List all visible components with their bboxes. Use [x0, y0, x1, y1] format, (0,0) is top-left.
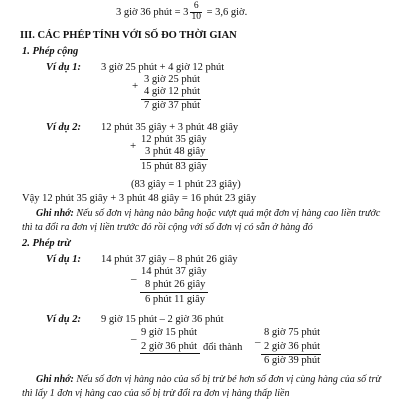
- top-line: [116, 2, 247, 23]
- sub-ex1-operator: –: [131, 273, 137, 285]
- sub-ex2-convert-label: đổi thành: [203, 342, 243, 353]
- add-ex1-operator: +: [132, 80, 139, 92]
- sub-ex1-row2: 8 phút 26 giây: [145, 279, 206, 290]
- add-memo: [22, 207, 384, 234]
- add-ex2-row2: 3 phút 48 giây: [145, 146, 206, 157]
- sub-memo-label: Ghi nhớ:: [36, 374, 74, 385]
- sub-ex2-converted-row2: 2 giờ 36 phút: [264, 341, 321, 352]
- sub-ex1-label: Ví dụ 1:: [46, 254, 82, 265]
- fraction-denominator: 10: [191, 11, 201, 22]
- sub-ex1-row1: 14 phút 37 giây: [141, 266, 207, 277]
- add-heading: 1. Phép cộng: [22, 46, 79, 57]
- sub-ex2-converted-result: 6 giờ 39 phút: [264, 355, 321, 366]
- add-ex2-operator: +: [130, 140, 137, 152]
- top-line-left: 3 giờ 36 phút = 3: [116, 6, 189, 18]
- fraction-numerator: 6: [190, 2, 202, 13]
- sub-ex2-label: Ví dụ 2:: [46, 314, 82, 325]
- sub-ex2-expr: 9 giờ 15 phút – 2 giờ 36 phút: [101, 314, 224, 325]
- add-conclusion: Vậy 12 phút 35 giây + 3 phút 48 giây = 16 phút 23 giây: [22, 193, 257, 204]
- sub-ex2-operator: –: [131, 333, 137, 345]
- add-ex1-result: 7 giờ 37 phút: [144, 100, 201, 111]
- add-ex2-note: (83 giây = 1 phút 23 giây): [131, 179, 241, 190]
- add-ex2-result: 15 phút 83 giây: [141, 161, 207, 172]
- sub-ex1-result-line: [140, 292, 208, 293]
- top-line-right: = 3,6 giờ.: [206, 6, 248, 18]
- add-ex2-label: Ví dụ 2:: [46, 122, 82, 133]
- add-ex2-expr: 12 phút 35 giây + 3 phút 48 giây: [101, 122, 239, 133]
- sub-heading: 2. Phép trừ: [22, 238, 71, 249]
- add-ex1-expr: 3 giờ 25 phút + 4 giờ 12 phút: [101, 62, 225, 73]
- add-ex1-label: Ví dụ 1:: [46, 62, 82, 73]
- add-ex1-row2: 4 giờ 12 phút: [144, 86, 201, 97]
- sub-ex2-converted-operator: –: [255, 336, 261, 348]
- add-ex1-row1: 3 giờ 25 phút: [144, 74, 201, 85]
- sub-ex1-result: 6 phút 11 giây: [145, 294, 205, 305]
- sub-memo-text: Nếu số đơn vị hàng nào của số bị trừ bé hơn số đơn vị cùng hàng của số trừ thì lấy 1 đơn vị hàng cao của số bị trừ đổi ra đơn vị hàng thấp liền: [22, 374, 381, 399]
- sub-ex2-row1: 9 giờ 15 phút: [141, 327, 198, 338]
- sub-ex2-converted-row1: 8 giờ 75 phút: [264, 327, 321, 338]
- sub-ex2-row2-underline: [140, 353, 200, 354]
- add-ex2-row1: 12 phút 35 giây: [141, 134, 207, 145]
- section-title: III. CÁC PHÉP TÍNH VỚI SỐ ĐO THỜI GIAN: [20, 30, 237, 41]
- add-ex2-result-line: [140, 159, 208, 160]
- add-memo-label: Ghi nhớ:: [36, 208, 74, 219]
- sub-ex1-expr: 14 phút 37 giây – 8 phút 26 giây: [101, 254, 238, 265]
- sub-ex2-row2: 2 giờ 36 phút: [141, 341, 198, 352]
- top-line-fraction: [190, 2, 202, 23]
- sub-memo: [22, 373, 384, 400]
- add-memo-text: Nếu số đơn vị hàng nào bằng hoặc vượt quá một đơn vị hàng cao liền trước thì ta đổi ra đơn vị liền trước đó rồi cộng với số đơn vị có sẵn ở hàng đó: [22, 208, 381, 233]
